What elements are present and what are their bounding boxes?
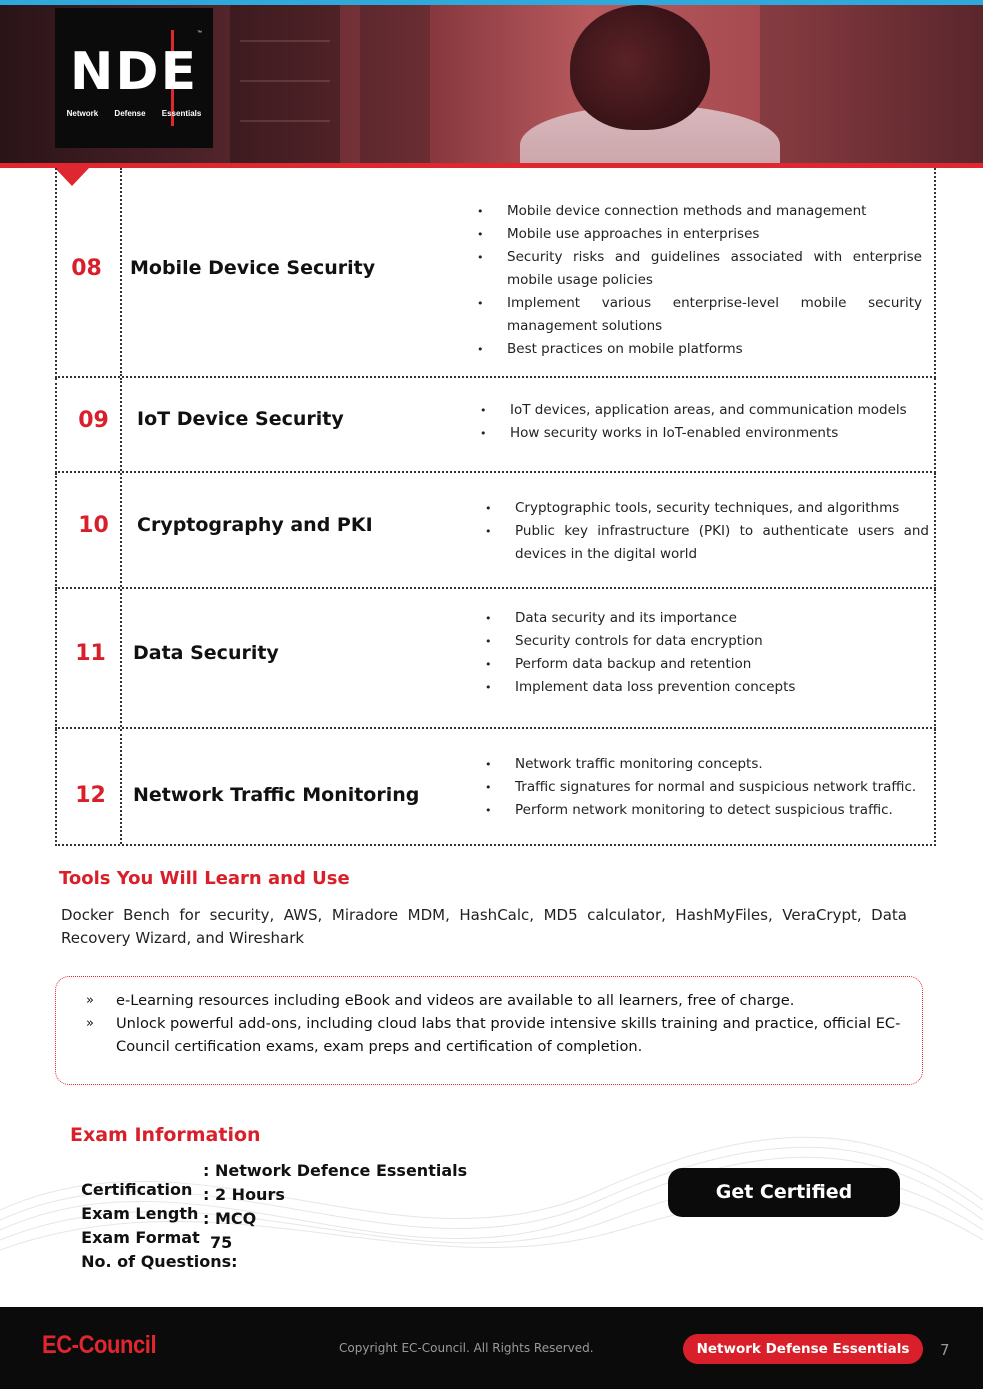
rack-detail	[240, 80, 330, 82]
topic-item: • IoT devices, application areas, and communication models	[480, 399, 925, 422]
module-title: Network Traffic Monitoring	[133, 784, 420, 806]
module-number: 10	[78, 513, 109, 538]
resources-list	[86, 989, 906, 1058]
exam-value: : Network Defence Essentials	[203, 1161, 468, 1180]
topic-item: • Public key infrastructure (PKI) to authenticate users and devices in the digital world	[485, 520, 929, 566]
module-topics	[485, 753, 929, 822]
exam-label: Exam Length	[81, 1204, 199, 1223]
topic-item: • Security controls for data encryption	[485, 630, 929, 653]
module-row	[55, 473, 936, 589]
logo-text: NDE	[69, 42, 199, 102]
topic-item: • Perform network monitoring to detect suspicious traffic.	[485, 799, 929, 822]
header-banner	[0, 0, 983, 168]
footer	[0, 1307, 983, 1389]
topic-item: • Implement various enterprise-level mobile security management solutions	[477, 292, 922, 338]
topic-item: • Mobile device connection methods and management	[477, 200, 922, 223]
rack-detail	[240, 120, 330, 122]
server-rack-image	[360, 5, 430, 163]
module-topics	[485, 607, 929, 699]
module-table	[55, 168, 936, 846]
topic-item: • How security works in IoT-enabled environments	[480, 422, 925, 445]
trademark-mark: ™	[197, 30, 202, 36]
tools-list: Docker Bench for security, AWS, Miradore MDM, HashCalc, MD5 calculator, HashMyFiles, VeraCrypt, Data Recovery Wizard, and Wireshark	[61, 906, 907, 947]
tools-heading: Tools You Will Learn and Use	[59, 868, 350, 889]
topic-item: • Implement data loss prevention concepts	[485, 676, 929, 699]
exam-value: : MCQ	[203, 1209, 257, 1228]
page-number: 7	[940, 1341, 950, 1359]
exam-row-questions	[70, 1233, 238, 1290]
server-rack-image	[230, 5, 340, 163]
header-top-stripe	[0, 0, 983, 5]
module-topics	[480, 399, 925, 445]
module-row	[55, 729, 936, 846]
topic-item: • Network traffic monitoring concepts.	[485, 753, 929, 776]
nde-logo	[55, 8, 213, 148]
module-title: Cryptography and PKI	[137, 514, 373, 536]
get-certified-button[interactable]: Get Certified	[668, 1168, 900, 1217]
module-row	[55, 589, 936, 729]
exam-value: 75	[210, 1233, 233, 1252]
rack-detail	[240, 40, 330, 42]
module-number: 09	[78, 408, 109, 433]
module-title: IoT Device Security	[137, 408, 344, 430]
exam-label: No. of Questions:	[81, 1252, 238, 1271]
person-photo	[570, 5, 710, 130]
topic-item: • Mobile use approaches in enterprises	[477, 223, 922, 246]
copyright-text: Copyright EC-Council. All Rights Reserved.	[339, 1341, 594, 1355]
module-title: Mobile Device Security	[130, 257, 376, 279]
module-topics	[477, 200, 922, 361]
column-divider	[120, 168, 122, 376]
course-name-badge: Network Defense Essentials	[683, 1334, 923, 1364]
topic-item: • Data security and its importance	[485, 607, 929, 630]
topic-item: • Perform data backup and retention	[485, 653, 929, 676]
logo-subtitle: Network Defense Essentials	[66, 109, 202, 118]
topic-item: • Traffic signatures for normal and suspicious network traffic.	[485, 776, 929, 799]
exam-value: : 2 Hours	[203, 1185, 285, 1204]
resource-item: » e-Learning resources including eBook and videos are available to all learners, free of charge.	[86, 989, 906, 1012]
resource-item: » Unlock powerful add-ons, including cloud labs that provide intensive skills training and practice, official EC-Council certification exams, exam preps and certification of completion.	[86, 1012, 906, 1058]
topic-item: • Cryptographic tools, security techniques, and algorithms	[485, 497, 929, 520]
module-number: 08	[71, 256, 102, 281]
server-rack-image	[760, 5, 983, 163]
exam-label: Exam Format	[81, 1228, 200, 1247]
exam-info-heading: Exam Information	[70, 1124, 261, 1146]
ec-council-logo: EC-Council	[42, 1331, 157, 1359]
module-topics	[485, 497, 929, 566]
exam-label: Certification	[81, 1180, 193, 1199]
topic-item: • Best practices on mobile platforms	[477, 338, 922, 361]
module-title: Data Security	[133, 642, 279, 664]
module-number: 11	[75, 641, 106, 666]
module-number: 12	[75, 783, 106, 808]
module-row	[55, 378, 936, 473]
module-row	[55, 168, 936, 378]
topic-item: • Security risks and guidelines associated with enterprise mobile usage policies	[477, 246, 922, 292]
